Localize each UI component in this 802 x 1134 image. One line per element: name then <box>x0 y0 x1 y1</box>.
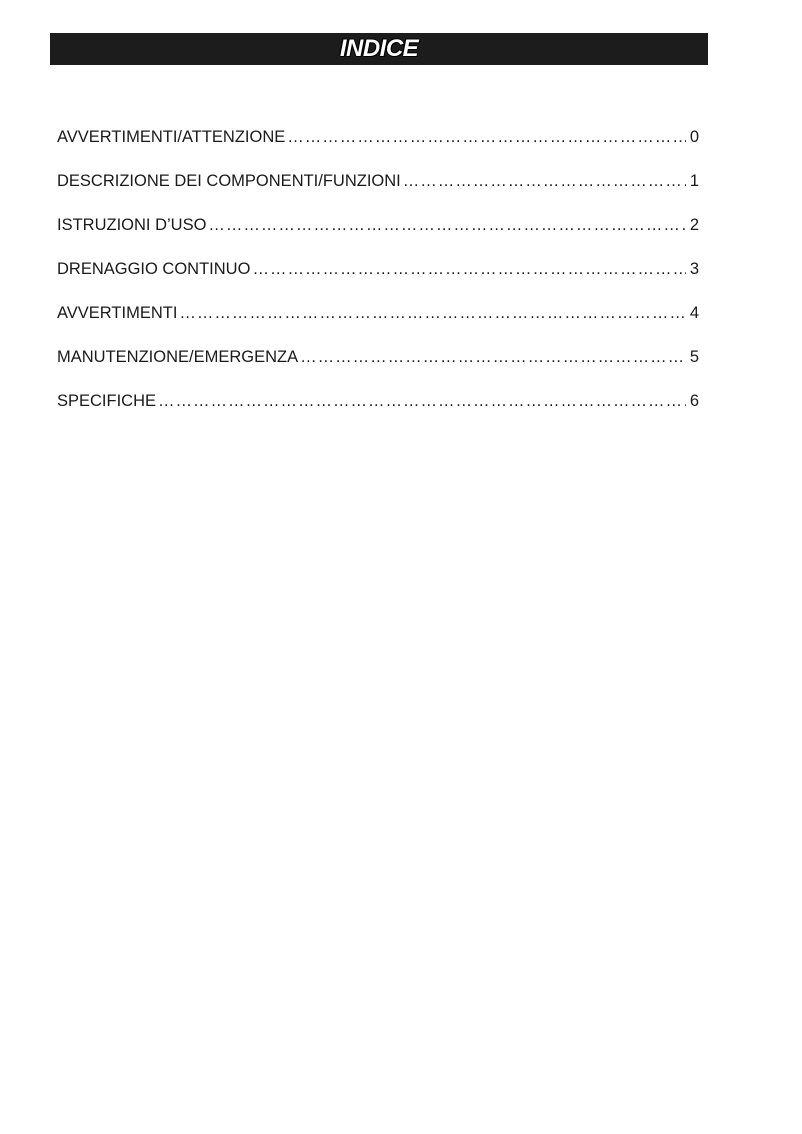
dot-leader <box>158 389 686 413</box>
toc-entry-label: AVVERTIMENTI/ATTENZIONE <box>57 128 286 146</box>
dot-leader <box>403 169 686 193</box>
toc-entry-page: 5 <box>689 348 699 366</box>
dot-leader <box>179 301 685 325</box>
toc-entry[interactable] <box>57 345 707 389</box>
toc-entry-label: DESCRIZIONE DEI COMPONENTI/FUNZIONI <box>57 172 401 190</box>
toc-entry-page: 1 <box>689 172 699 190</box>
toc-entry-label: SPECIFICHE <box>57 392 157 410</box>
toc-entry-label: MANUTENZIONE/EMERGENZA <box>57 348 299 366</box>
dot-leader <box>252 257 685 281</box>
toc-entry-page: 6 <box>689 392 699 410</box>
dot-leader <box>287 125 686 149</box>
toc-entry-label: ISTRUZIONI D’USO <box>57 216 207 234</box>
toc-entry-page: 2 <box>689 216 699 234</box>
toc-entry[interactable] <box>57 213 707 257</box>
dot-leader <box>300 345 686 369</box>
toc-entry[interactable] <box>57 257 707 301</box>
toc-entry[interactable] <box>57 125 707 169</box>
toc-entry-label: AVVERTIMENTI <box>57 304 178 322</box>
title-bar <box>50 33 708 65</box>
toc-entry-page: 3 <box>689 260 699 278</box>
toc-entry[interactable] <box>57 301 707 345</box>
toc-entry[interactable] <box>57 169 707 213</box>
toc-entry-page: 4 <box>689 304 699 322</box>
page-title: INDICE <box>339 35 419 62</box>
toc-entry-label: DRENAGGIO CONTINUO <box>57 260 251 278</box>
table-of-contents <box>57 125 707 433</box>
toc-entry-page: 0 <box>689 128 699 146</box>
dot-leader <box>208 213 685 237</box>
toc-entry[interactable] <box>57 389 707 433</box>
